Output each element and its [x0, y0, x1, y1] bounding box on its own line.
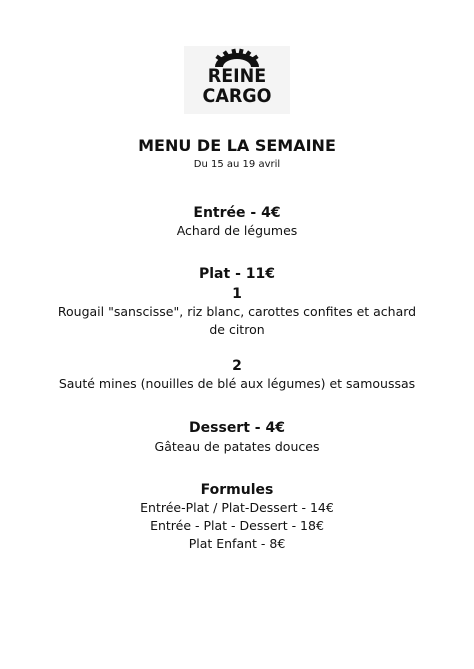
entree-heading: Entrée - 4€: [193, 205, 281, 221]
formules-heading: Formules: [200, 482, 274, 498]
plat-option-1-dish: Rougail "sanscisse", riz blanc, carottes confites et achard de citron: [57, 304, 417, 337]
dessert-heading: Dessert - 4€: [189, 420, 285, 436]
formule-item: Plat Enfant - 8€: [188, 536, 286, 551]
entree-dish: Achard de légumes: [176, 223, 298, 238]
menu-dates: Du 15 au 19 avril: [193, 159, 281, 170]
logo-text-line-2: CARGO: [202, 85, 272, 107]
plat-option-2-number: 2: [232, 358, 242, 374]
plat-option-1-number: 1: [232, 286, 242, 302]
reine-cargo-logo: [184, 46, 290, 114]
formule-item: Entrée-Plat / Plat-Dessert - 14€: [140, 500, 334, 515]
logo-text-line-1: REINE: [207, 65, 267, 87]
plat-option-2-dish: Sauté mines (nouilles de blé aux légumes) et samoussas: [58, 376, 416, 391]
formule-item: Entrée - Plat - Dessert - 18€: [150, 518, 324, 533]
dessert-dish: Gâteau de patates douces: [154, 439, 320, 454]
menu-title: MENU DE LA SEMAINE: [138, 136, 336, 155]
plat-heading: Plat - 11€: [199, 266, 275, 282]
